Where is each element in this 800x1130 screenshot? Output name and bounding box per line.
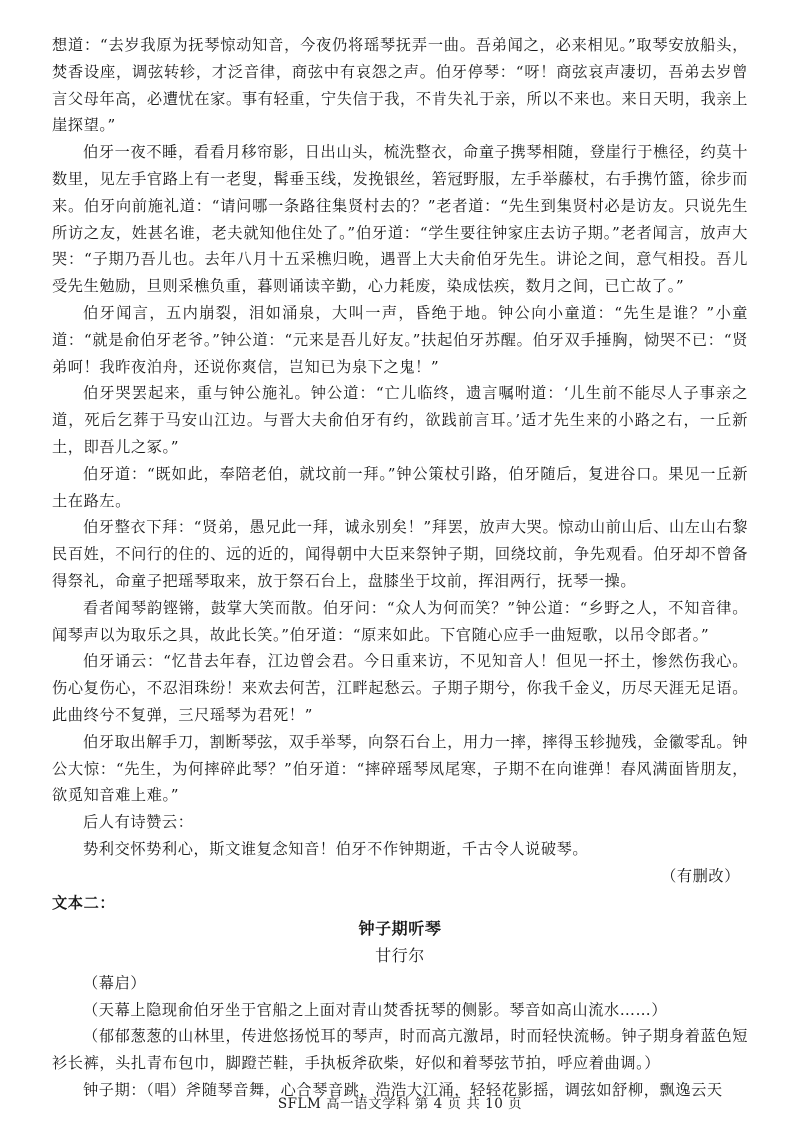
text2-label: 文本二： xyxy=(52,893,116,912)
stage-direction-2: （天幕上隐现俞伯牙坐于官船之上面对青山焚香抚琴的侧影。琴音如高山流水……） xyxy=(83,1000,668,1019)
passage-area xyxy=(52,32,748,1104)
stage-direction-1: （幕启） xyxy=(83,973,147,992)
source-note: （有删改） xyxy=(661,866,740,885)
stage-direction-3: （郁郁葱葱的山林里，传进悠扬悦耳的琴声，时而高亢激昂，时而轻快流畅。钟子期身着蓝色短衫长裤，头扎青布包巾，脚蹬芒鞋，手执板斧砍柴，好似和着琴弦节拍，呼应着曲调。） xyxy=(52,1027,748,1073)
play-title: 钟子期听琴 xyxy=(358,919,442,939)
paragraph-9: 伯牙取出解手刀，割断琴弦，双手举琴，向祭石台上，用力一摔，摔得玉轸抛残，金徽零乱。钟公大惊：“先生，为何摔碎此琴？”伯牙道：“摔碎瑶琴凤尾寒，子期不在向谁弹！春风满面皆朋友，欲觅知音难上难。” xyxy=(52,732,748,805)
paragraph-8: 伯牙诵云：“忆昔去年春，江边曾会君。今日重来访，不见知音人！但见一抔土，惨然伤我心。伤心复伤心，不忍泪珠纷！来欢去何苦，江畔起愁云。子期子期兮，你我千金义，历尽天涯无足语。此曲终兮不复弹，三尺瑶琴为君死！” xyxy=(52,652,748,724)
page-footer: SFLM 高一语文学科 第 4 页 共 10 页 xyxy=(277,1096,523,1112)
paragraph-3: 伯牙闻言，五内崩裂，泪如涌泉，大叫一声，昏绝于地。钟公向小童道：“先生是谁？”小童道：“就是俞伯牙老爷。”钟公道：“元来是吾儿好友。”扶起伯牙苏醒。伯牙双手捶胸，恸哭不已：“贤弟呵！我昨夜泊舟，还说你爽信，岂知已为泉下之鬼！” xyxy=(52,303,748,376)
poem-line: 势利交怀势利心，斯文谁复念知音！伯牙不作钟期逝，千古令人说破琴。 xyxy=(83,839,589,858)
paragraph-4: 伯牙哭罢起来，重与钟公施礼。钟公道：“亡儿临终，遗言嘱咐道：‘儿生前不能尽人子事亲之道，死后乞葬于马安山江边。与晋大夫俞伯牙有约，欲践前言耳。’适才先生来的小路之右，一丘新土，即吾儿之冢。” xyxy=(52,384,748,456)
paragraph-6: 伯牙整衣下拜：“贤弟，愚兄此一拜，诚永别矣！”拜罢，放声大哭。惊动山前山后、山左山右黎民百姓，不问行的住的、远的近的，闻得朝中大臣来祭钟子期，回绕坟前，争先观看。伯牙却不曾备得祭礼，命童子把瑶琴取来，放于祭石台上，盘膝坐于坟前，挥泪两行，抚琴一操。 xyxy=(52,518,748,590)
paragraph-5: 伯牙道：“既如此，奉陪老伯，就坟前一拜。”钟公策杖引路，伯牙随后，复进谷口。果见一丘新土在路左。 xyxy=(52,464,748,510)
paragraph-2: 伯牙一夜不睡，看看月移帘影，日出山头，梳洗整衣，命童子携琴相随，登崖行于樵径，约莫十数里，见左手官路上有一老叟，髯垂玉线，发挽银丝，箬冠野服，左手举藤杖，右手携竹篮，徐步而来。伯牙向前施礼道：“请问哪一条路往集贤村去的？”老者道：“先生到集贤村必是访友。只说先生所访之友，姓甚名谁，老夫就知他住处了。”伯牙道：“学生要往钟家庄去访子期。”老者闻言，放声大哭：“子期乃吾儿也。去年八月十五采樵归晚，遇晋上大夫俞伯牙先生。讲论之间，意气相投。吾儿受先生勉励，旦则采樵负重，暮则诵读辛勤，心力耗废，染成怯疾，数月之间，已亡故了。” xyxy=(52,143,748,296)
paragraph-10: 后人有诗赞云： xyxy=(83,813,194,832)
paragraph-7: 看者闻琴韵铿锵，鼓掌大笑而散。伯牙问：“众人为何而笑？”钟公道：“乡野之人，不知音律。闻琴声以为取乐之具，故此长笑。”伯牙道：“原来如此。下官随心应手一曲短歌，以吊令郎者。” xyxy=(52,598,748,644)
dialogue-line: 钟子期：（唱）斧随琴音舞，心合琴音跳，浩浩大江涌，轻轻花影摇，调弦如舒柳，飘逸云天 xyxy=(83,1081,723,1100)
play-author: 甘行尔 xyxy=(375,946,425,966)
paragraph-1: 想道：“去岁我原为抚琴惊动知音，今夜仍将瑶琴抚弄一曲。吾弟闻之，必来相见。”取琴安放船头，焚香设座，调弦转轸，才泛音律，商弦中有哀怨之声。伯牙停琴：“呀！商弦哀声凄切，吾弟去岁曾言父母年高，必遭忧在家。事有轻重，宁失信于我，不肯失礼于亲，所以不来也。来日天明，我亲上崖探望。” xyxy=(52,36,748,135)
